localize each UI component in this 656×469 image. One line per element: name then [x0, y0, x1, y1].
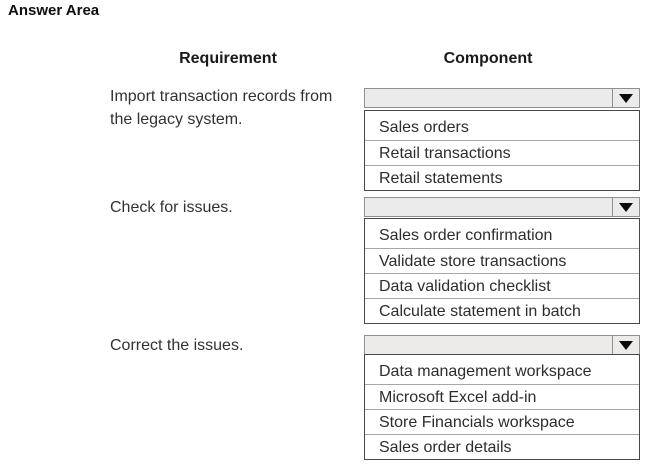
dropdown-option[interactable]: Retail statements — [365, 165, 639, 190]
dropdown-arrow-button[interactable] — [612, 89, 639, 107]
dropdown-arrow-button[interactable] — [612, 336, 639, 354]
dropdown-option[interactable]: Data management workspace — [379, 363, 592, 380]
column-header-component: Component — [443, 50, 533, 67]
dropdown-options-list — [364, 354, 640, 460]
dropdown-option[interactable]: Store Financials workspace — [365, 409, 639, 434]
component-dropdown[interactable] — [364, 335, 640, 355]
requirement-label: Correct the issues. — [110, 337, 244, 354]
dropdown-arrow-button[interactable] — [612, 198, 639, 216]
column-header-requirement: Requirement — [179, 50, 277, 67]
component-dropdown[interactable] — [364, 197, 640, 217]
requirement-label: Import transaction records from the legacy system. — [110, 88, 333, 128]
dropdown-selected-value — [365, 89, 612, 107]
component-dropdown[interactable] — [364, 88, 640, 108]
dropdown-option[interactable]: Sales order details — [365, 434, 639, 459]
dropdown-option[interactable]: Sales orders — [379, 119, 469, 136]
dropdown-option[interactable]: Microsoft Excel add-in — [365, 384, 639, 409]
dropdown-option[interactable]: Validate store transactions — [365, 248, 639, 273]
dropdown-option[interactable]: Calculate statement in batch — [365, 298, 639, 323]
dropdown-selected-value — [365, 336, 612, 354]
dropdown-selected-value — [365, 198, 612, 216]
dropdown-options-list — [364, 218, 640, 324]
requirement-label: Check for issues. — [110, 199, 233, 216]
dropdown-option[interactable]: Data validation checklist — [365, 273, 639, 298]
caret-down-icon — [619, 341, 633, 350]
caret-down-icon — [619, 94, 633, 103]
dropdown-option[interactable]: Sales order confirmation — [379, 227, 553, 244]
dropdown-options-list — [364, 110, 640, 191]
caret-down-icon — [619, 203, 633, 212]
answer-area-title: Answer Area — [8, 2, 100, 19]
dropdown-option[interactable]: Retail transactions — [365, 140, 639, 165]
